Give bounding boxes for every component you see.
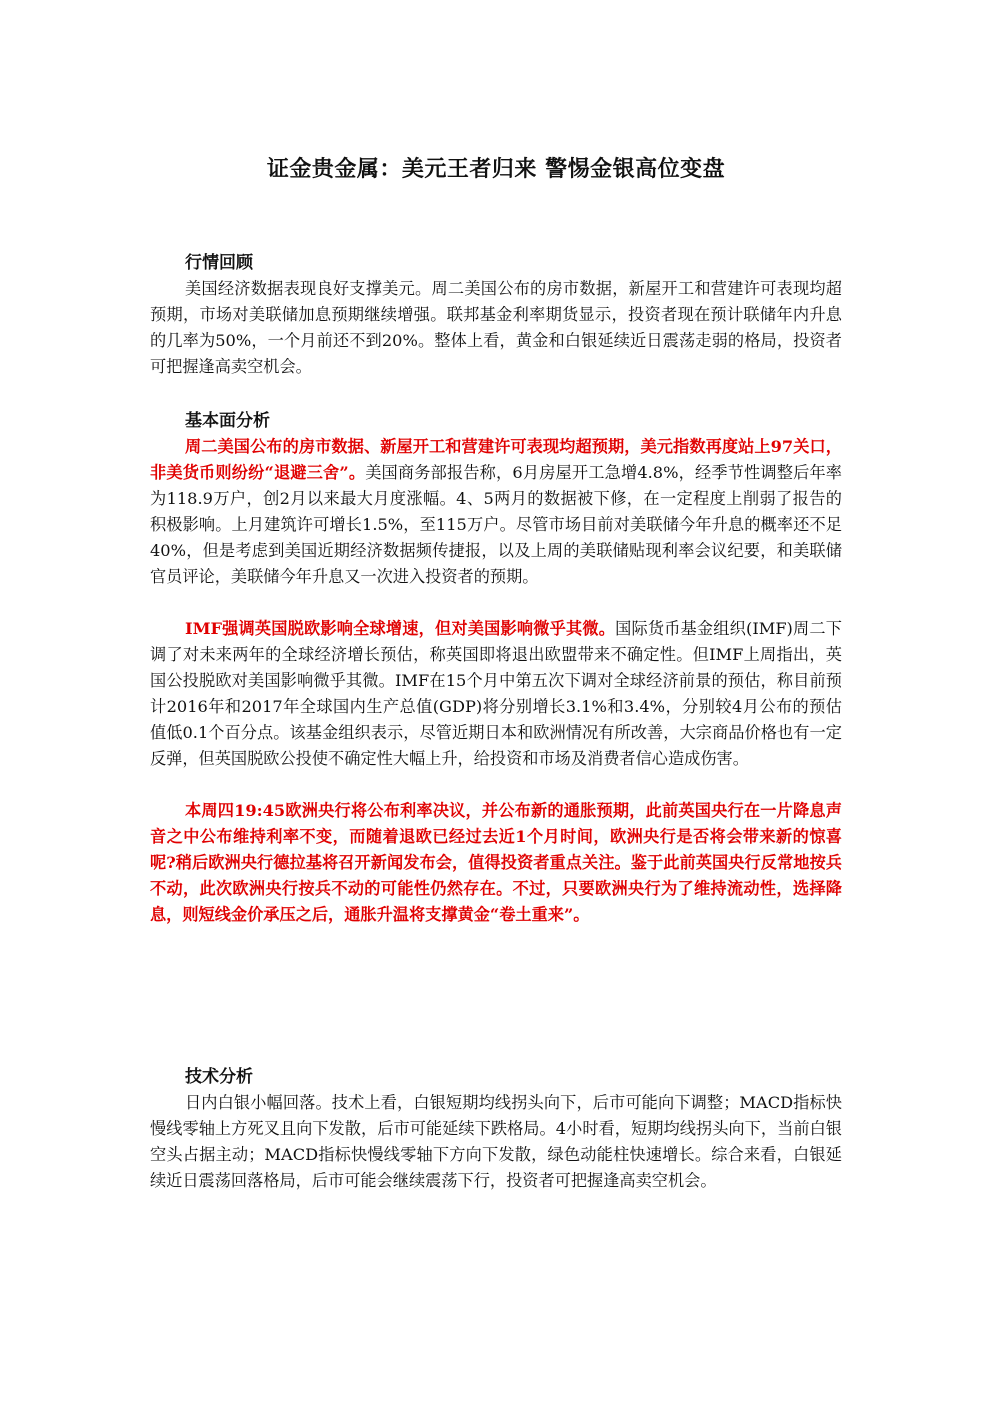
fundamental-paragraph-3: 本周四19:45欧洲央行将公布利率决议，并公布新的通胀预期，此前英国央行在一片降息声音之中公布维持利率不变，而随着退欧已经过去近1个月时间，欧洲央行是否将会带来新的惊喜呢?稍后欧洲央行德拉基将召开新闻发布会，值得投资者重点关注。鉴于此前英国央行反常地按兵不动，此次欧洲央行按兵不动的可能性仍然存在。不过，只要欧洲央行为了维持流动性，选择降息，则短线金价承压之后，通胀升温将支撑黄金“卷土重来”。	[150, 801, 842, 924]
fundamental-p2-highlight: IMF强调英国脱欧影响全球增速，但对美国影响微乎其微。	[185, 619, 616, 638]
technical-paragraph: 日内白银小幅回落。技术上看，白银短期均线拐头向下，后市可能向下调整；MACD指标快慢线零轴上方死叉且向下发散，后市可能延续下跌格局。4小时看，短期均线拐头向下，当前白银空头占据主动；MACD指标快慢线零轴下方向下发散，绿色动能柱快速增长。综合来看，白银延续近日震荡回落格局，后市可能会继续震荡下行，投资者可把握逢高卖空机会。	[150, 1093, 842, 1190]
fundamental-p2-body: 国际货币基金组织(IMF)周二下调了对未来两年的全球经济增长预估，称英国即将退出欧盟带来不确定性。但IMF上周指出，英国公投脱欧对美国影响微乎其微。IMF在15个月中第五次下调对全球经济前景的预估，称目前预计2016年和2017年全球国内生产总值(GDP)将分别增长3.1%和3.4%，分别较4月公布的预估值低0.1个百分点。该基金组织表示，尽管近期日本和欧洲情况有所改善，大宗商品价格也有一定反弹，但英国脱欧公投使不确定性大幅上升，给投资和市场及消费者信心造成伤害。	[150, 619, 842, 768]
fundamental-paragraph-2	[150, 616, 842, 772]
section-heading-review: 行情回顾	[185, 253, 253, 273]
fundamental-p1-body: 美国商务部报告称，6月房屋开工急增4.8%，经季节性调整后年率为118.9万户，创2月以来最大月度涨幅。4、5两月的数据被下修，在一定程度上削弱了报告的积极影响。上月建筑许可增长1.5%，至115万户。尽管市场目前对美联储今年升息的概率还不足40%，但是考虑到美国近期经济数据频传捷报，以及上周的美联储贴现利率会议纪要，和美联储官员评论，美联储今年升息又一次进入投资者的预期。	[150, 463, 842, 586]
section-heading-technical: 技术分析	[185, 1067, 253, 1087]
section-fundamental	[150, 408, 842, 928]
review-paragraph: 美国经济数据表现良好支撑美元。周二美国公布的房市数据，新屋开工和营建许可表现均超预期，市场对美联储加息预期继续增强。联邦基金利率期货显示，投资者现在预计联储年内升息的几率为50%，一个月前还不到20%。整体上看，黄金和白银延续近日震荡走弱的格局，投资者可把握逢高卖空机会。	[150, 279, 842, 376]
section-market-review	[150, 250, 842, 380]
document-title: 证金贵金属：美元王者归来 警惕金银高位变盘	[266, 156, 726, 182]
fundamental-p1-highlight: 周二美国公布的房市数据、新屋开工和营建许可表现均超预期，美元指数再度站上97关口，非美货币则纷纷“退避三舍”。	[150, 437, 842, 482]
fundamental-paragraph-1	[150, 434, 842, 590]
section-heading-fundamental: 基本面分析	[185, 411, 270, 431]
section-technical	[150, 1064, 842, 1194]
